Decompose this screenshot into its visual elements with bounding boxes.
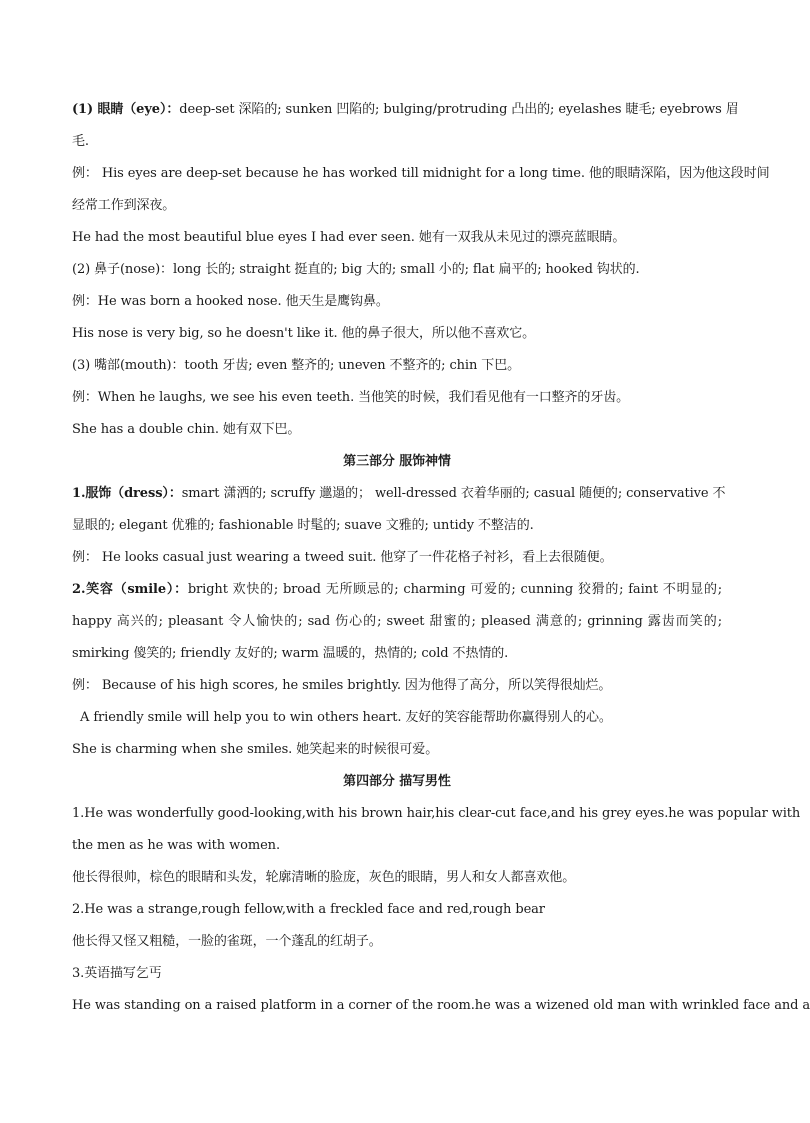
example-double-chin: She has a double chin. 她有双下巴。 (72, 422, 301, 437)
eye-text: deep-set 深陷的; sunken 凹陷的; bulging/protruding 凸出的; eyelashes 睫毛; eyebrows 眉 (179, 102, 739, 117)
example-eye-line1: 例： His eyes are deep-set because he has worked till midnight for a long time. 他的眼睛深陷，因为他这段时间 (72, 166, 770, 181)
male-example2-translation: 他长得又怪又粗糙，一脸的雀斑，一个蓬乱的红胡子。 (72, 934, 382, 949)
dress-label: 1.服饰（dress）： (72, 486, 182, 501)
eye-label: (1) 眼睛（eye）： (72, 102, 180, 117)
beggar-description: He was standing on a raised platform in a corner of the room.he was a wizened old man with wrinkled face and a (72, 998, 810, 1013)
beggar-heading: 3.英语描写乞丐 (72, 966, 162, 981)
example-hooked-nose: 例：He was born a hooked nose. 他天生是鹰钩鼻。 (72, 294, 389, 309)
example-eye-line2: 经常工作到深夜。 (72, 198, 176, 213)
section-heading-part4: 第四部分 描写男性 (343, 774, 451, 789)
paragraph-mouth: (3) 嘴部(mouth)：tooth 牙齿; even 整齐的; uneven 不整齐的; chin 下巴。 (72, 358, 520, 373)
smile-label: 2.笑容（smile）： (72, 582, 188, 597)
paragraph-smile-line3: smirking 傻笑的; friendly 友好的; warm 温暖的，热情的; cold 不热情的. (72, 646, 509, 661)
paragraph-eye-line2: 毛. (72, 134, 89, 149)
paragraph-smile-line2: happy 高兴的; pleasant 令人愉快的; sad 伤心的; sweet 甜蜜的; pleased 满意的; grinning 露齿而笑的; (72, 614, 722, 629)
smile-text: bright 欢快的; broad 无所顾忌的; charming 可爱的; cunning 狡猾的; faint 不明显的; (187, 582, 723, 597)
example-smiles-brightly: 例： Because of his high scores, he smiles brightly. 因为他得了高分，所以笑得很灿烂。 (72, 678, 612, 693)
paragraph-nose: (2) 鼻子(nose)：long 长的; straight 挺直的; big 大的; small 小的; flat 扁平的; hooked 钩状的. (72, 262, 640, 277)
section-heading-part3: 第三部分 服饰神情 (343, 454, 451, 469)
example-friendly-smile: A friendly smile will help you to win others heart. 友好的笑容能帮助你赢得别人的心。 (80, 710, 612, 725)
paragraph-dress-line1 (72, 478, 726, 510)
example-casual: 例： He looks casual just wearing a tweed suit. 他穿了一件花格子衬衫，看上去很随便。 (72, 550, 613, 565)
paragraph-smile-line1 (72, 574, 722, 606)
document-body (72, 94, 810, 1022)
example-charming: She is charming when she smiles. 她笑起来的时候很可爱。 (72, 742, 439, 757)
example-even-teeth: 例：When he laughs, we see his even teeth. 当他笑的时候，我们看见他有一口整齐的牙齿。 (72, 390, 630, 405)
male-example1-line2: the men as he was with women. (72, 838, 280, 853)
male-example1-line1: 1.He was wonderfully good-looking,with his brown hair,his clear-cut face,and his grey eyes.he was popular with (72, 806, 801, 821)
example-blue-eyes: He had the most beautiful blue eyes I had ever seen. 她有一双我从未见过的漂亮蓝眼睛。 (72, 230, 626, 245)
dress-text: smart 潇洒的; scruffy 邋遢的； well-dressed 衣着华丽的; casual 随便的; conservative 不 (181, 486, 726, 501)
male-example2: 2.He was a strange,rough fellow,with a freckled face and red,rough bear (72, 902, 545, 917)
paragraph-dress-line2: 显眼的; elegant 优雅的; fashionable 时髦的; suave 文雅的; untidy 不整洁的. (72, 518, 534, 533)
male-example1-translation: 他长得很帅，棕色的眼睛和头发，轮廓清晰的脸庞，灰色的眼睛，男人和女人都喜欢他。 (72, 870, 576, 885)
example-big-nose: His nose is very big, so he doesn't like it. 他的鼻子很大，所以他不喜欢它。 (72, 326, 536, 341)
paragraph-eye-line1 (72, 94, 739, 126)
